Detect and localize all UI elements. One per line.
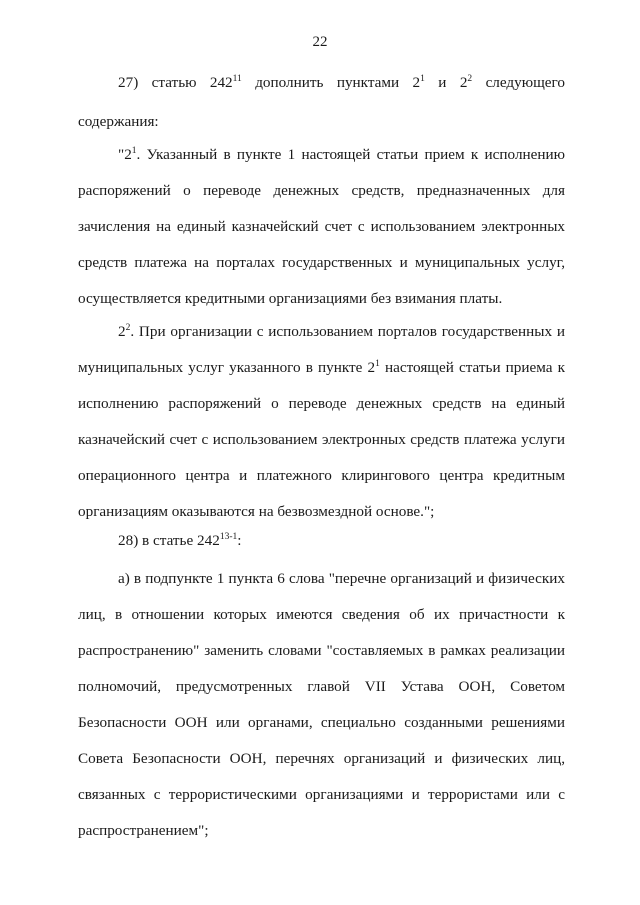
text-line-p28a-l6: Совета Безопасности ООН, перечнях организаций и физических лиц, <box>78 750 565 767</box>
text-line-p21-l1: "$2^1$. Указанный в пункте 1 настоящей статьи прием к исполнению <box>118 146 565 163</box>
text-line-p22-l5: операционного центра и платежного клирингового центра кредитным <box>78 467 565 484</box>
text-line-p22-l3: исполнению распоряжений о переводе денежных средств на единый <box>78 395 565 412</box>
superscript: 1 <box>375 359 380 369</box>
text-line-p21-l3: зачисления на единый казначейский счет с использованием электронных <box>78 218 565 235</box>
text-line-p28a-l2: лиц, в отношении которых имеются сведения об их причастности к <box>78 606 565 623</box>
text-line-p28a-l1: а) в подпункте 1 пункта 6 слова "перечне организаций и физических <box>118 570 565 587</box>
text-line-p28a-l5: Безопасности ООН или органами, специально созданными решениями <box>78 714 565 731</box>
text-line-p28a-l4: полномочий, предусмотренных главой VII Устава ООН, Советом <box>78 678 565 695</box>
superscript: 2 <box>467 74 473 84</box>
superscript: 13-1 <box>219 532 238 542</box>
text-line-p27-l2: содержания: <box>78 113 159 130</box>
text-line-p22-l2: муниципальных услуг указанного в пункте $2^1$ настоящей статьи приема к <box>78 359 566 376</box>
text-line-p21-l2: распоряжений о переводе денежных средств, предназначенных для <box>78 182 565 199</box>
text-line-p22-l6: организациям оказываются на безвозмездной основе."; <box>78 503 435 520</box>
text-line-p22-l4: казначейский счет с использованием электронных средств платежа услуги <box>78 431 565 448</box>
superscript: 1 <box>131 146 137 156</box>
text-line-p21-l5: осуществляется кредитными организациями без взимания платы. <box>78 290 503 307</box>
text-line-p27-l1: 27) статью $242^{11}$ дополнить пунктами $2^1$ и $2^2$ следующего <box>118 74 565 91</box>
text-line-p28a-l3: распространению" заменить словами "составляемых в рамках реализации <box>78 642 565 659</box>
text-line-p28a-l7: связанных с террористическими организациями и террористами или с <box>78 786 565 803</box>
text-line-p28a-l8: распространением"; <box>78 822 209 839</box>
text-line-p28-l1: 28) в статье 242$^{13-1}$: <box>118 532 242 549</box>
text-line-p22-l1: $2^2$. При организации с использованием порталов государственных и <box>118 323 565 340</box>
superscript: 11 <box>232 74 242 84</box>
text-line-p21-l4: средств платежа на порталах государственных и муниципальных услуг, <box>78 254 565 271</box>
superscript: 1 <box>420 74 425 84</box>
page-number: 22 <box>312 34 328 50</box>
superscript: 2 <box>125 323 131 333</box>
